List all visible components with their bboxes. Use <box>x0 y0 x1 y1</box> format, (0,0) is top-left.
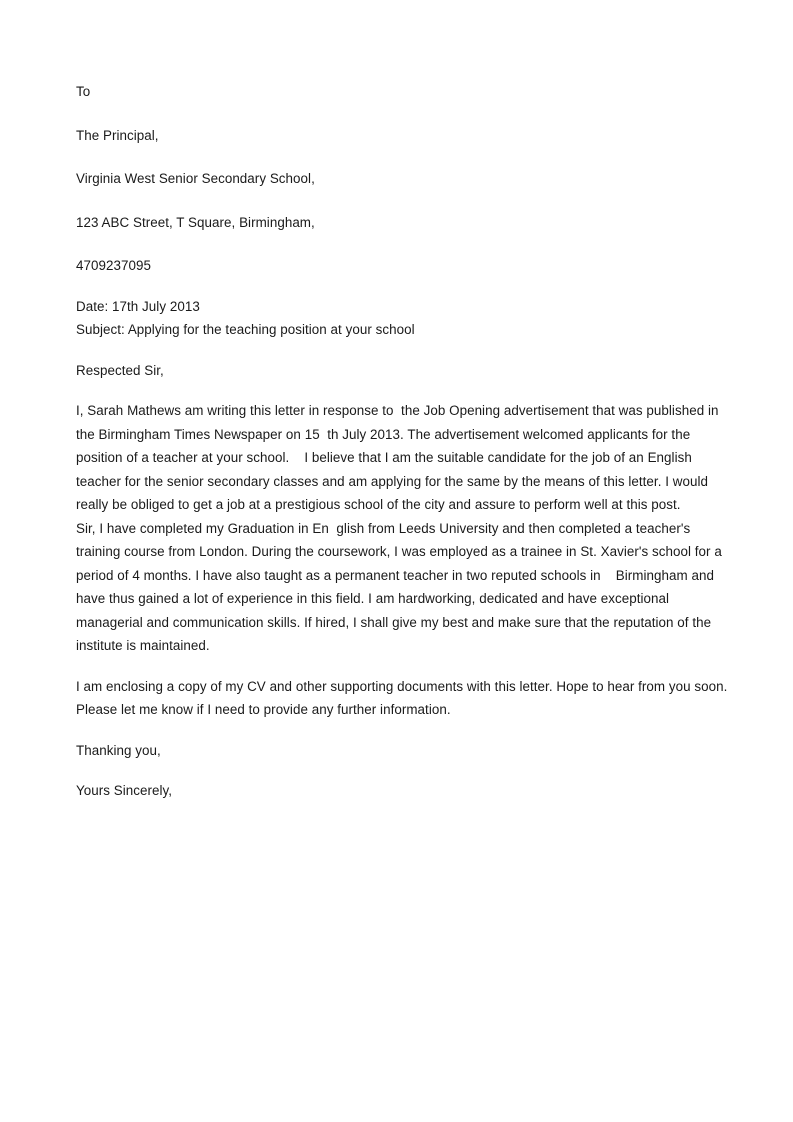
recipient-address: 123 ABC Street, T Square, Birmingham, <box>76 214 315 230</box>
paragraph-line: Please let me know if I need to provide any further information. <box>76 702 451 717</box>
paragraph-line: the Birmingham Times Newspaper on 15 th July 2013. The advertisement welcomed applicants for the <box>76 426 691 442</box>
letter-subject: Subject: Applying for the teaching position at your school <box>76 322 415 337</box>
paragraph-line: institute is maintained. <box>76 638 210 653</box>
letter-salutation: Respected Sir, <box>76 362 164 378</box>
recipient-title: The Principal, <box>76 127 159 143</box>
paragraph-line: really be obliged to get a job at a prestigious school of the city and assure to perform well at this post. <box>76 497 681 512</box>
closing-thanks: Thanking you, <box>76 742 161 758</box>
paragraph-line: teacher for the senior secondary classes and am applying for the same by the means of this letter. I would <box>76 473 709 489</box>
paragraph-line: managerial and communication skills. If hired, I shall give my best and make sure that the reputation of the <box>76 614 712 630</box>
letter-date: Date: 17th July 2013 <box>76 298 200 314</box>
paragraph-line: I, Sarah Mathews am writing this letter in response to the Job Opening advertisement that was published in <box>76 403 719 418</box>
body-paragraph-2 <box>76 675 728 722</box>
closing-sign-off: Yours Sincerely, <box>76 783 173 798</box>
letter-body <box>76 80 728 803</box>
paragraph-line: have thus gained a lot of experience in this field. I am hardworking, dedicated and have exceptional <box>76 591 670 606</box>
letter-to: To <box>76 84 91 99</box>
recipient-school: Virginia West Senior Secondary School, <box>76 171 315 186</box>
paragraph-line: Sir, I have completed my Graduation in En glish from Leeds University and then completed a teacher's <box>76 520 691 536</box>
recipient-phone: 4709237095 <box>76 258 151 273</box>
paragraph-line: position of a teacher at your school. I believe that I am the suitable candidate for the job of an English <box>76 450 692 465</box>
paragraph-line: I am enclosing a copy of my CV and other supporting documents with this letter. Hope to hear from you soon. <box>76 678 728 694</box>
paragraph-line: period of 4 months. I have also taught as a permanent teacher in two reputed schools in Birmingham and <box>76 567 714 583</box>
body-paragraph-1 <box>76 399 722 658</box>
paragraph-line: training course from London. During the coursework, I was employed as a trainee in St. Xavier's school for a <box>76 544 722 559</box>
